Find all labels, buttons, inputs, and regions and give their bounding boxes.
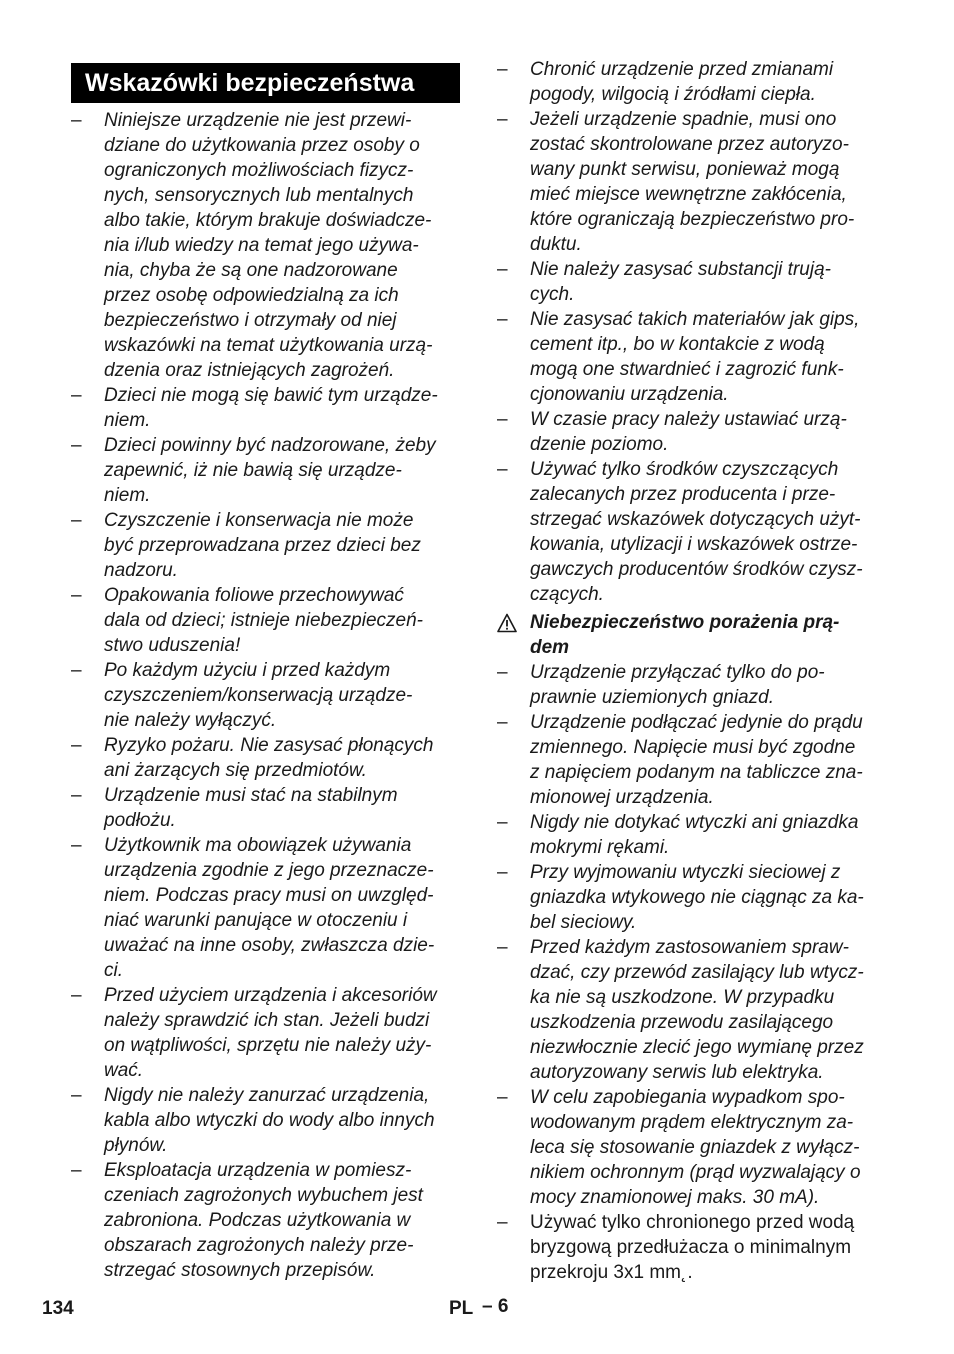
dash-bullet: – bbox=[497, 937, 508, 958]
dash-bullet: – bbox=[497, 409, 508, 430]
dash-bullet: – bbox=[71, 660, 82, 681]
list-item: – Opakowania foliowe przechowywać dala od dzieci; istnieje niebezpieczeń- stwo uduszenia! bbox=[71, 585, 423, 656]
list-item: – Przed każdym zastosowaniem spraw- dzać, czy przewód zasilający lub wtycz- ka nie są uszkodzone. W przypadku uszkodzenia przewodu zasilającego niezwłocznie zlecić jego wymianę przez autoryzowany serwis lub elektryka. bbox=[497, 937, 864, 1083]
dash-bullet: – bbox=[497, 59, 508, 80]
list-item: – Urządzenie podłączać jedynie do prądu zmiennego. Napięcie musi być zgodne z napięciem podanym na tabliczce zna- mionowej urządzenia. bbox=[497, 712, 863, 808]
dash-bullet: – bbox=[497, 812, 508, 833]
list-item: – Dzieci powinny być nadzorowane, żeby zapewnić, iż nie bawią się urządze- niem. bbox=[71, 435, 436, 506]
language-code: PL bbox=[449, 1298, 474, 1319]
list-item: – Urządzenie musi stać na stabilnym podłożu. bbox=[71, 785, 398, 831]
list-item: – Nie zasysać takich materiałów jak gips, cement itp., bo w kontakcie z wodą mogą one stwardnieć i zagrozić funk- cjonowaniu urządzenia. bbox=[497, 309, 860, 405]
list-item: – Używać tylko chronionego przed wodą bryzgową przedłużacza o minimalnym przekroju 3x1 mm˛. bbox=[497, 1212, 855, 1283]
dash-bullet: – bbox=[71, 985, 82, 1006]
list-item: – Używać tylko środków czyszczących zalecanych przez producenta i prze- strzegać wskazówek dotyczących użyt- kowania, utylizacji i wskazówek ostrze- gawczych producentów środków czysz- czących. bbox=[497, 459, 863, 605]
list-item: – Przy wyjmowaniu wtyczki sieciowej z gniazdka wtykowego nie ciągnąc za ka- bel sieciowy. bbox=[497, 862, 864, 933]
list-item: – Dzieci nie mogą się bawić tym urządze- niem. bbox=[71, 385, 438, 431]
dash-bullet: – bbox=[497, 1212, 508, 1233]
dash-bullet: – bbox=[71, 110, 82, 131]
sub-page-number: – 6 bbox=[482, 1296, 509, 1317]
dash-bullet: – bbox=[497, 309, 508, 330]
list-item: – W celu zapobiegania wypadkom spo- wodowanym prądem elektrycznym za- leca się stosowanie gniazdek z wyłącz- nikiem ochronnym (prąd wyzwalający o mocy znamionowej maks. 30 mA). bbox=[497, 1087, 861, 1208]
list-item: – Użytkownik ma obowiązek używania urządzenia zgodnie z jego przeznacze- niem. Podczas pracy musi on uwzględ- niać warunki panujące w otoczeniu i uważać na inne osoby, zwłaszcza dzie- ci. bbox=[71, 835, 435, 981]
dash-bullet: – bbox=[71, 585, 82, 606]
warning-triangle-icon bbox=[497, 613, 517, 633]
dash-bullet: – bbox=[71, 785, 82, 806]
left-safety-list bbox=[71, 108, 463, 1283]
dash-bullet: – bbox=[497, 1087, 508, 1108]
list-item: – W czasie pracy należy ustawiać urzą- dzenie poziomo. bbox=[497, 409, 847, 455]
dash-bullet: – bbox=[71, 385, 82, 406]
page-number: 134 bbox=[42, 1298, 74, 1319]
page-title: Wskazówki bezpieczeństwa bbox=[71, 63, 460, 103]
list-item: – Przed użyciem urządzenia i akcesoriów należy sprawdzić ich stan. Jeżeli budzi on wątpliwości, sprzętu nie należy uży- wać. bbox=[71, 985, 437, 1081]
dash-bullet: – bbox=[497, 862, 508, 883]
warning-heading-text: Niebezpieczeństwo porażenia prą- dem bbox=[530, 612, 840, 658]
list-item: – Czyszczenie i konserwacja nie może być przeprowadzana przez dzieci bez nadzoru. bbox=[71, 510, 421, 581]
list-item: – Nigdy nie dotykać wtyczki ani gniazdka mokrymi rękami. bbox=[497, 812, 859, 858]
list-item: – Nie należy zasysać substancji trują- cych. bbox=[497, 259, 831, 305]
dash-bullet: – bbox=[71, 735, 82, 756]
dash-bullet: – bbox=[71, 435, 82, 456]
dash-bullet: – bbox=[497, 109, 508, 130]
dash-bullet: – bbox=[497, 259, 508, 280]
dash-bullet: – bbox=[71, 1160, 82, 1181]
list-item: – Po każdym użyciu i przed każdym czyszczeniem/konserwacją urządze- nie należy wyłączyć. bbox=[71, 660, 413, 731]
dash-bullet: – bbox=[497, 712, 508, 733]
list-item: – Nigdy nie należy zanurzać urządzenia, kabla albo wtyczki do wody albo innych płynów. bbox=[71, 1085, 435, 1156]
list-item: – Niniejsze urządzenie nie jest przewi- dziane do użytkowania przez osoby o ograniczonych możliwościach fizycz- nych, sensorycznych lub mentalnych albo takie, którym brakuje doświadcze- nia i/lub wiedzy na temat jego używa- nia, chyba że są one nadzorowane przez osobę odpowiedzialną za ich bezpieczeństwo i otrzymały od niej wskazówki na temat użytkowania urzą- dzenia oraz istniejących zagrożeń. bbox=[71, 110, 433, 381]
dash-bullet: – bbox=[71, 510, 82, 531]
dash-bullet: – bbox=[497, 459, 508, 480]
list-item: – Ryzyko pożaru. Nie zasysać płonących ani żarzących się przedmiotów. bbox=[71, 735, 434, 781]
list-item: – Eksploatacja urządzenia w pomiesz- czeniach zagrożonych wybuchem jest zabroniona. Podczas użytkowania w obszarach zagrożonych należy prze- strzegać stosownych przepisów. bbox=[71, 1160, 423, 1281]
warning-heading bbox=[497, 610, 897, 660]
dash-bullet: – bbox=[497, 662, 508, 683]
right-safety-list bbox=[497, 57, 897, 1285]
list-item: – Chronić urządzenie przed zmianami pogody, wilgocią i źródłami ciepła. bbox=[497, 59, 834, 105]
list-item: – Urządzenie przyłączać tylko do po- prawnie uziemionych gniazd. bbox=[497, 662, 825, 708]
list-item: – Jeżeli urządzenie spadnie, musi ono zostać skontrolowane przez autoryzo- wany punkt serwisu, ponieważ mogą mieć miejsce wewnętrzne zakłócenia, które ograniczają bezpieczeństwo pro- duktu. bbox=[497, 109, 855, 255]
dash-bullet: – bbox=[71, 1085, 82, 1106]
dash-bullet: – bbox=[71, 835, 82, 856]
